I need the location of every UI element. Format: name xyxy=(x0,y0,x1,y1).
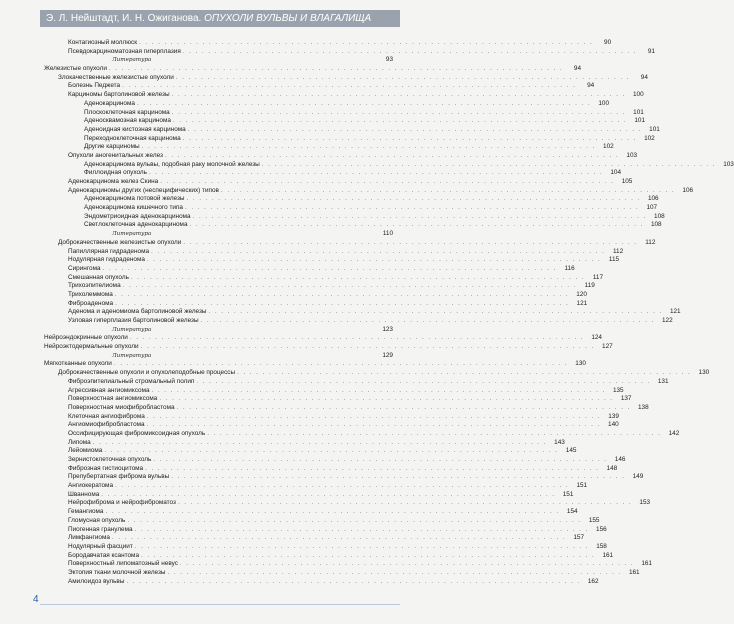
dot-leader: . . . . . . . . . . . . . . . . . . . . . . . . . . . . . . . . . . . . . . . . . . . . . . . . . . . . . . . . . . . . . . . . . . . . . . . . xyxy=(122,282,577,290)
dot-leader: . . . . . . . . . . . . . . . . . . . . . . . . . . . . . . . . . . . . . . . . . . . . . . . . . . . . . . . . . . . . . . . . . . . . . . . . xyxy=(130,273,586,281)
toc-page-number: 129 xyxy=(382,351,393,359)
toc-entry xyxy=(44,429,680,439)
toc-entry xyxy=(44,560,652,569)
dot-leader: . . . . . . . . . . . . . . . . . . . . . . . . . . . . . . . . . . . . . . . . . . . . . . . . . . . . . . . . . . . . . . . . . . . . . . . . xyxy=(164,151,620,159)
toc-page-number: 112 xyxy=(645,238,656,246)
toc-entry xyxy=(44,412,619,422)
toc-entry-title: Аденоидная кистозная карцинома xyxy=(84,125,186,133)
dot-leader: . . . . . . . . . . . . . . . . . . . . . . . . . . . . . . . . . . . . . . . . . . . . . . . . . . . . . . . . . . . . . . . . . . . . . . . . xyxy=(172,117,628,125)
dot-leader: . . . . . . . . . . . . . . . . . . . . . . . . . . . . . . . . . . . . . . . . . . . . . . . . . . . . . . . . . . . . . . . . . . . . . . . . xyxy=(220,186,676,194)
toc-page-number: 157 xyxy=(573,534,585,542)
toc-page-number: 140 xyxy=(608,421,619,429)
toc-page-number: 90 xyxy=(604,39,612,46)
dot-leader: . . . . . . . . . . . . . . . . . . . . . . . . . . . . . . . . . . . . . . . . . . . . . . . . . . . . . . . . . . . . . . . . . . . . . . . . xyxy=(192,212,647,220)
dot-leader: . . . . . . . . . . . . . . . . . . . . . . . . . . . . . . . . . . . . . . . . . . . . . . . . . . . . . . . . . . . . . . . . . . . . . . . . xyxy=(175,73,630,81)
toc-entry xyxy=(44,456,626,465)
dot-leader: . . . . . . . . . . . . . . . . . . . . . . . . . . . . . . . . . . . . . . . . . . . . . . . . . . . . . . . . . . . . . . . . . . . . . . . . xyxy=(261,160,716,168)
toc-page-number: 162 xyxy=(587,577,599,585)
toc-entry-title: Доброкачественные опухоли и опухолеподобные процессы xyxy=(58,369,236,377)
toc-entry xyxy=(44,299,588,309)
toc-entry xyxy=(44,369,710,378)
table-of-contents xyxy=(44,39,734,586)
toc-page-number: 91 xyxy=(647,47,655,55)
toc-entry xyxy=(44,508,578,517)
dot-leader: . . . . . . . . . . . . . . . . . . . . . . . . . . . . . . . . . . . . . . . . . . . . . . . . . . . . . . . . . . . . . . . . . . . . . . . . xyxy=(186,195,641,203)
toc-entry xyxy=(44,568,640,578)
literature-label: Литература xyxy=(112,231,152,238)
header-title: ОПУХОЛИ ВУЛЬВЫ И ВЛАГАЛИЩА xyxy=(204,13,372,24)
dot-leader: . . . . . . . . . . . . . . . . . . . . . . . . . . . . . . . . . . . . . . . . . . . . . . . . . . . . . . . . . . . . . . . . . . . . . . . . xyxy=(167,568,622,576)
toc-entry-title: Злокачественные железистые опухоли xyxy=(58,73,174,81)
toc-entry-title: Лейомиома xyxy=(68,447,103,455)
toc-entry xyxy=(44,134,655,144)
toc-page-number: 161 xyxy=(602,551,614,559)
toc-page-number: 158 xyxy=(596,542,607,550)
toc-entry-title: Агрессивная ангиомиксома xyxy=(68,386,150,394)
header-authors: Э. Л. Нейштадт, И. Н. Ожиганова. xyxy=(46,13,202,24)
toc-entry-title: Мягкотканные опухоли xyxy=(44,360,112,368)
toc-entry-title: Гемангиома xyxy=(68,508,104,516)
toc-entry xyxy=(44,473,644,482)
toc-entry xyxy=(44,256,620,265)
bottom-rule xyxy=(40,604,400,605)
dot-leader: . . . . . . . . . . . . . . . . . . . . . . . . . . . . . . . . . . . . . . . . . . . . . . . . . . . . . . . . . . . . . . . . . . . . . . . . xyxy=(187,125,642,133)
toc-entry-title: Трихоэпителиома xyxy=(68,282,121,290)
dot-leader: . . . . . . . . . . . . . . . . . . . . . . . . . . . . . . . . . . . . . . . . . . . . . . . . . . . . . . . . . . . . . . . . . . . . . . . . xyxy=(159,395,614,403)
toc-page-number: 161 xyxy=(628,568,640,576)
toc-page-number: 155 xyxy=(588,516,600,524)
toc-page-number: 154 xyxy=(566,508,578,516)
toc-page-number: 101 xyxy=(633,108,644,116)
toc-entry-title: Зернистоклеточная опухоль xyxy=(68,456,152,463)
toc-entry xyxy=(44,125,660,135)
toc-entry-title: Фиброаденома xyxy=(68,299,114,307)
dot-leader: . . . . . . . . . . . . . . . . . . . . . . . . . . . . . . . . . . . . . . . . . . . . . . . . . . . . . . . . . . . . . . . . . . . . . . . . xyxy=(146,421,601,429)
toc-page-number: 106 xyxy=(647,195,659,203)
toc-entry xyxy=(44,247,624,257)
dot-leader: . . . . . . . . . . . . . . . . . . . . . . . . . . . . . . . . . . . . . . . . . . . . . . . . . . . . . . . . . . . . . . . . . . . . . . . . xyxy=(101,490,556,498)
dot-leader: . . . . . . . . . . . . . . . . . . . . . . . . . . . . . . . . . . . . . . . . . . . . . . . . . . . . . . . . . . . . . . . . . . . . . . . . xyxy=(92,438,547,446)
dot-leader: . . . . . . . . . . . . . . . . . . . . . . . . . . . . . . . . . . . . . . . . . . . . . . . . . . . . . . . . . . . . . . . . . . . . . . . . xyxy=(208,308,663,316)
toc-page-number: 143 xyxy=(554,438,565,446)
dot-leader: . . . . . . . . . . . . . . . . . . . . . . . . . . . . . . . . . . . . . . . . . . . . . . . . . . . . . . . . . . . . . . . . . . . . . . . . xyxy=(134,542,589,550)
toc-literature-row xyxy=(44,56,393,65)
toc-entry xyxy=(44,360,586,369)
toc-page-number: 131 xyxy=(657,377,669,385)
dot-leader: . . . . . . . . . . . . . . . . . . . . . . . . . . . . . . . . . . . . . . . . . . . . . . . . . . . . . . . . . . . . . . . . . . . . . . . . xyxy=(104,447,559,455)
toc-entry-title: Плоскоклеточная карцинома xyxy=(84,108,170,116)
dot-leader: . . . . . . . . . . . . . . . . . . . . . . . . . . . . . . . . . . . . . . . . . . . . . . . . . . . . . . . . . . . . . . . . . . . . . . . . xyxy=(207,429,662,437)
toc-page-number: 156 xyxy=(596,525,607,533)
toc-entry-title: Железистые опухоли xyxy=(44,65,107,73)
toc-entry-title: Эндометриоидная аденокарцинома xyxy=(84,212,191,220)
toc-entry-title: Пиогенная гранулема xyxy=(68,525,133,533)
toc-entry-title: Трихолеммома xyxy=(68,290,113,298)
toc-page-number: 115 xyxy=(608,256,620,264)
toc-page-number: 135 xyxy=(612,386,624,394)
dot-leader: . . . . . . . . . . . . . . . . . . . . . . . . . . . . . . . . . . . . . . . . . . . . . . . . . . . . . . . . . . . . . . . . . . . . . . . . xyxy=(115,299,570,307)
toc-literature-row xyxy=(44,230,393,239)
toc-page-number: 94 xyxy=(573,65,582,73)
dot-leader: . . . . . . . . . . . . . . . . . . . . . . . . . . . . . . . . . . . . . . . . . . . . . . . . . . . . . . . . . . . . . . . . . . . . . . . . xyxy=(182,47,637,55)
toc-entry xyxy=(44,264,575,274)
dot-leader: . . . . . . . . . . . . . . . . . . . . . . . . . . . . . . . . . . . . . . . . . . . . . . . . . . . . . . . . . . . . . . . . . . . . . . . . xyxy=(151,247,606,255)
toc-entry-title: Шваннома xyxy=(68,490,100,498)
toc-entry xyxy=(44,221,662,230)
toc-entry xyxy=(44,516,600,526)
toc-entry xyxy=(44,108,644,118)
toc-entry xyxy=(44,525,607,535)
toc-entry xyxy=(44,317,673,326)
toc-page-number: 130 xyxy=(698,369,710,377)
dot-leader: . . . . . . . . . . . . . . . . . . . . . . . . . . . . . . . . . . . . . . . . . . . . . . . . . . . . . . . . . . . . . . . . . . . . . . . . xyxy=(114,290,569,298)
toc-page-number: 105 xyxy=(621,178,633,185)
toc-entry xyxy=(44,577,599,587)
toc-entry-title: Аденокарцинома xyxy=(84,99,135,107)
toc-entry-title: Гломусная опухоль xyxy=(68,516,126,524)
dot-leader: . . . . . . . . . . . . . . . . . . . . . . . . . . . . . . . . . . . . . . . . . . . . . . . . . . . . . . . . . . . . . . . . . . . . . . . . xyxy=(141,551,596,559)
toc-entry-title: Аденокарциномы других (неспецифических) типов xyxy=(68,186,219,194)
toc-entry xyxy=(44,334,602,343)
toc-entry-title: Папиллярная гидраденома xyxy=(68,247,150,255)
dot-leader: . . . . . . . . . . . . . . . . . . . . . . . . . . . . . . . . . . . . . . . . . . . . . . . . . . . . . . . . . . . . . . . . . . . . . . . . xyxy=(183,238,638,246)
toc-entry-title: Амилоидоз вульвы xyxy=(68,577,125,585)
toc-entry-title: Контагиозный моллюск xyxy=(68,39,138,46)
toc-entry-title: Переходноклеточная карцинома xyxy=(84,134,181,142)
toc-page-number: 161 xyxy=(641,560,652,568)
toc-page-number: 146 xyxy=(614,456,626,463)
toc-entry xyxy=(44,421,619,430)
toc-entry xyxy=(44,169,622,178)
toc-entry xyxy=(44,308,681,317)
toc-page-number: 100 xyxy=(598,99,610,107)
literature-label: Литература xyxy=(112,57,152,64)
toc-page-number: 120 xyxy=(576,290,587,298)
toc-entry-title: Нейрофиброма и нейрофиброматоз xyxy=(68,499,176,507)
toc-entry xyxy=(44,438,565,448)
toc-page-number: 100 xyxy=(632,91,644,99)
dot-leader: . . . . . . . . . . . . . . . . . . . . . . . . . . . . . . . . . . . . . . . . . . . . . . . . . . . . . . . . . . . . . . . . . . . . . . . . xyxy=(146,256,602,264)
toc-entry xyxy=(44,542,607,552)
toc-entry-title: Аденокарцинома кишечного типа xyxy=(84,204,183,212)
literature-label: Литература xyxy=(112,326,152,333)
toc-entry-title: Аденома и аденомиома бартолиновой железы xyxy=(68,308,207,316)
toc-entry-title: Сирингома xyxy=(68,264,101,272)
toc-page-number: 138 xyxy=(638,403,649,411)
dot-leader: . . . . . . . . . . . . . . . . . . . . . . . . . . . . . . . . . . . . . . . . . . . . . . . . . . . . . . . . . . . . . . . . . . . . . . . . xyxy=(177,499,633,507)
toc-entry xyxy=(44,377,669,387)
dot-leader: . . . . . . . . . . . . . . . . . . . . . . . . . . . . . . . . . . . . . . . . . . . . . . . . . . . . . . . . . . . . . . . . . . . . . . . . xyxy=(176,403,631,411)
toc-page-number: 124 xyxy=(591,334,602,342)
toc-entry xyxy=(44,117,646,126)
toc-page-number: 148 xyxy=(606,464,618,472)
page-number: 4 xyxy=(33,594,39,605)
dot-leader: . . . . . . . . . . . . . . . . . . . . . . . . . . . . . . . . . . . . . . . . . . . . . . . . . . . . . . . . . . . . . . . . . . . . . . . . xyxy=(122,82,577,90)
dot-leader: . . . . . . . . . . . . . . . . . . . . . . . . . . . . . . . . . . . . . . . . . . . . . . . . . . . . . . . . . . . . . . . . . . . . . . . . xyxy=(200,317,655,324)
toc-entry xyxy=(44,143,614,152)
toc-entry-title: Нейроэндокринные опухоли xyxy=(44,334,128,342)
toc-page-number: 121 xyxy=(576,299,588,307)
dot-leader: . . . . . . . . . . . . . . . . . . . . . . . . . . . . . . . . . . . . . . . . . . . . . . . . . . . . . . . . . . . . . . . . . . . . . . . . xyxy=(185,204,640,212)
dot-leader: . . . . . . . . . . . . . . . . . . . . . . . . . . . . . . . . . . . . . . . . . . . . . . . . . . . . . . . . . . . . . . . . . . . . . . . . xyxy=(145,464,600,472)
toc-entry xyxy=(44,47,655,57)
toc-entry xyxy=(44,534,585,543)
toc-entry-title: Бородавчатая ксантома xyxy=(68,551,139,559)
toc-entry xyxy=(44,290,587,300)
toc-page-number: 116 xyxy=(564,264,575,272)
dot-leader: . . . . . . . . . . . . . . . . . . . . . . . . . . . . . . . . . . . . . . . . . . . . . . . . . . . . . . . . . . . . . . . . . . . . . . . . xyxy=(115,482,570,490)
toc-page-number: 102 xyxy=(644,134,655,142)
toc-page-number: 137 xyxy=(620,395,632,403)
toc-entry xyxy=(44,65,582,74)
toc-page-number: 112 xyxy=(612,247,624,255)
dot-leader: . . . . . . . . . . . . . . . . . . . . . . . . . . . . . . . . . . . . . . . . . . . . . . . . . . . . . . . . . . . . . . . . . . . . . . . . xyxy=(196,377,651,385)
dot-leader: . . . . . . . . . . . . . . . . . . . . . . . . . . . . . . . . . . . . . . . . . . . . . . . . . . . . . . . . . . . . . . . . . . . . . . . . xyxy=(102,264,557,272)
toc-entry-title: Оссифицирующая фибромиксоидная опухоль xyxy=(68,429,206,437)
toc-entry-title: Эктопия ткани молочной железы xyxy=(68,568,166,576)
dot-leader: . . . . . . . . . . . . . . . . . . . . . . . . . . . . . . . . . . . . . . . . . . . . . . . . . . . . . . . . . . . . . . . . . . . . . . . . xyxy=(139,39,594,46)
dot-leader: . . . . . . . . . . . . . . . . . . . . . . . . . . . . . . . . . . . . . . . . . . . . . . . . . . . . . . . . . . . . . . . . . . . . . . . . xyxy=(140,343,595,351)
toc-entry-title: Поверхностная миофибробластома xyxy=(68,403,175,411)
toc-entry-title: Узловая гиперплазия бартолиновой железы xyxy=(68,317,199,324)
dot-leader: . . . . . . . . . . . . . . . . . . . . . . . . . . . . . . . . . . . . . . . . . . . . . . . . . . . . . . . . . . . . . . . . . . . . . . . . xyxy=(113,360,568,368)
toc-page-number: 110 xyxy=(382,230,393,238)
toc-entry xyxy=(44,403,649,413)
toc-entry xyxy=(44,99,610,109)
toc-entry-title: Светлоклеточная аденокарцинома xyxy=(84,221,188,229)
toc-entry-title: Нейроэктодермальные опухоли xyxy=(44,343,139,351)
toc-page-number: 142 xyxy=(668,429,680,437)
toc-page-number: 122 xyxy=(661,317,673,324)
toc-page-number: 108 xyxy=(650,221,662,229)
dot-leader: . . . . . . . . . . . . . . . . . . . . . . . . . . . . . . . . . . . . . . . . . . . . . . . . . . . . . . . . . . . . . . . . . . . . . . . . xyxy=(141,143,596,151)
toc-entry-title: Липома xyxy=(68,438,91,446)
toc-page-number: 127 xyxy=(602,343,613,351)
toc-page-number: 93 xyxy=(385,56,393,64)
dot-leader: . . . . . . . . . . . . . . . . . . . . . . . . . . . . . . . . . . . . . . . . . . . . . . . . . . . . . . . . . . . . . . . . . . . . . . . . xyxy=(111,534,567,542)
toc-entry-title: Ангиомиофибробластома xyxy=(68,421,145,429)
dot-leader: . . . . . . . . . . . . . . . . . . . . . . . . . . . . . . . . . . . . . . . . . . . . . . . . . . . . . . . . . . . . . . . . . . . . . . . . xyxy=(129,334,584,342)
toc-entry xyxy=(44,39,612,48)
toc-entry-title: Фиброэпителиальный стромальный полип xyxy=(68,377,195,385)
toc-entry-title: Аденокарцинома потовой железы xyxy=(84,195,185,203)
dot-leader: . . . . . . . . . . . . . . . . . . . . . . . . . . . . . . . . . . . . . . . . . . . . . . . . . . . . . . . . . . . . . . . . . . . . . . . . xyxy=(126,577,581,585)
dot-leader: . . . . . . . . . . . . . . . . . . . . . . . . . . . . . . . . . . . . . . . . . . . . . . . . . . . . . . . . . . . . . . . . . . . . . . . . xyxy=(160,178,615,185)
toc-entry xyxy=(44,204,658,213)
toc-page-number: 101 xyxy=(634,117,646,125)
dot-leader: . . . . . . . . . . . . . . . . . . . . . . . . . . . . . . . . . . . . . . . . . . . . . . . . . . . . . . . . . . . . . . . . . . . . . . . . xyxy=(189,221,644,229)
dot-leader: . . . . . . . . . . . . . . . . . . . . . . . . . . . . . . . . . . . . . . . . . . . . . . . . . . . . . . . . . . . . . . . . . . . . . . . . xyxy=(148,169,604,177)
toc-entry-title: Доброкачественные железистые опухоли xyxy=(58,238,182,246)
dot-leader: . . . . . . . . . . . . . . . . . . . . . . . . . . . . . . . . . . . . . . . . . . . . . . . . . . . . . . . . . . . . . . . . . . . . . . . . xyxy=(134,525,589,533)
dot-leader: . . . . . . . . . . . . . . . . . . . . . . . . . . . . . . . . . . . . . . . . . . . . . . . . . . . . . . . . . . . . . . . . . . . . . . . . xyxy=(151,386,606,394)
toc-page-number: 104 xyxy=(610,169,622,177)
toc-entry xyxy=(44,178,633,187)
toc-entry xyxy=(44,238,656,248)
toc-entry-title: Псевдокарциноматозная гиперплазия xyxy=(68,47,181,55)
toc-entry-title: Филлоидная опухоль xyxy=(84,169,147,177)
toc-entry-title: Препубертатная фиброма вульвы xyxy=(68,473,170,481)
running-header xyxy=(40,10,400,27)
toc-entry xyxy=(44,73,648,83)
toc-literature-row xyxy=(44,352,393,361)
dot-leader: . . . . . . . . . . . . . . . . . . . . . . . . . . . . . . . . . . . . . . . . . . . . . . . . . . . . . . . . . . . . . . . . . . . . . . . . xyxy=(136,99,592,107)
dot-leader: . . . . . . . . . . . . . . . . . . . . . . . . . . . . . . . . . . . . . . . . . . . . . . . . . . . . . . . . . . . . . . . . . . . . . . . . xyxy=(127,516,582,524)
toc-page-number: 103 xyxy=(723,160,734,168)
toc-entry-title: Аденокарцинома желез Скина xyxy=(68,178,159,185)
toc-entry-title: Ангиокератома xyxy=(68,482,113,490)
literature-label: Литература xyxy=(112,352,152,359)
toc-entry xyxy=(44,151,638,161)
toc-entry-title: Фиброзная гистиоцитома xyxy=(68,464,144,472)
toc-entry xyxy=(44,91,644,100)
toc-entry-title: Опухоли аногенитальных желез xyxy=(68,151,163,159)
toc-entry-title: Смешанная опухоль xyxy=(68,273,129,281)
dot-leader: . . . . . . . . . . . . . . . . . . . . . . . . . . . . . . . . . . . . . . . . . . . . . . . . . . . . . . . . . . . . . . . . . . . . . . . . xyxy=(237,369,692,377)
toc-page-number: 151 xyxy=(562,490,574,498)
toc-entry-title: Другие карциномы xyxy=(84,143,140,151)
toc-page-number: 145 xyxy=(565,447,577,455)
dot-leader: . . . . . . . . . . . . . . . . . . . . . . . . . . . . . . . . . . . . . . . . . . . . . . . . . . . . . . . . . . . . . . . . . . . . . . . . xyxy=(171,91,626,99)
toc-entry xyxy=(44,482,588,491)
toc-entry-title: Нодулярная гидраденома xyxy=(68,256,145,264)
toc-page-number: 130 xyxy=(575,360,586,368)
toc-page-number: 108 xyxy=(654,212,665,220)
dot-leader: . . . . . . . . . . . . . . . . . . . . . . . . . . . . . . . . . . . . . . . . . . . . . . . . . . . . . . . . . . . . . . . . . . . . . . . . xyxy=(171,108,626,116)
toc-entry xyxy=(44,160,734,170)
dot-leader: . . . . . . . . . . . . . . . . . . . . . . . . . . . . . . . . . . . . . . . . . . . . . . . . . . . . . . . . . . . . . . . . . . . . . . . . xyxy=(153,456,608,463)
dot-leader: . . . . . . . . . . . . . . . . . . . . . . . . . . . . . . . . . . . . . . . . . . . . . . . . . . . . . . . . . . . . . . . . . . . . . . . . xyxy=(146,412,601,420)
toc-entry xyxy=(44,82,595,91)
toc-entry xyxy=(44,447,577,456)
toc-page-number: 123 xyxy=(382,325,393,333)
toc-entry-title: Карциномы бартолиновой железы xyxy=(68,91,170,99)
dot-leader: . . . . . . . . . . . . . . . . . . . . . . . . . . . . . . . . . . . . . . . . . . . . . . . . . . . . . . . . . . . . . . . . . . . . . . . . xyxy=(171,473,626,481)
toc-page-number: 102 xyxy=(603,143,614,151)
dot-leader: . . . . . . . . . . . . . . . . . . . . . . . . . . . . . . . . . . . . . . . . . . . . . . . . . . . . . . . . . . . . . . . . . . . . . . . . xyxy=(179,560,634,568)
toc-entry-title: Аденосквамозная карцинома xyxy=(84,117,171,125)
toc-entry xyxy=(44,499,651,508)
toc-entry-title: Поверхностный липоматозный невус xyxy=(68,560,178,568)
toc-entry-title: Нодулярный фасциит xyxy=(68,542,133,550)
toc-entry-title: Поверхностная ангиомиксома xyxy=(68,395,158,403)
dot-leader: . . . . . . . . . . . . . . . . . . . . . . . . . . . . . . . . . . . . . . . . . . . . . . . . . . . . . . . . . . . . . . . . . . . . . . . . xyxy=(182,134,637,142)
toc-entry xyxy=(44,212,665,222)
toc-entry-title: Болезнь Педжета xyxy=(68,82,121,90)
toc-entry xyxy=(44,273,604,283)
toc-page-number: 103 xyxy=(626,151,638,159)
toc-entry xyxy=(44,343,613,352)
toc-page-number: 94 xyxy=(640,73,648,81)
dot-leader: . . . . . . . . . . . . . . . . . . . . . . . . . . . . . . . . . . . . . . . . . . . . . . . . . . . . . . . . . . . . . . . . . . . . . . . . xyxy=(105,508,560,516)
toc-page-number: 117 xyxy=(592,273,604,281)
toc-entry xyxy=(44,195,659,204)
toc-page-number: 107 xyxy=(646,204,658,212)
toc-page-number: 151 xyxy=(576,482,588,490)
toc-entry xyxy=(44,282,595,291)
toc-entry-title: Клеточная ангиофиброма xyxy=(68,412,145,420)
toc-entry-title: Лимфангиома xyxy=(68,534,110,542)
toc-page-number: 149 xyxy=(632,473,644,481)
toc-page-number: 94 xyxy=(587,82,595,90)
toc-entry xyxy=(44,386,624,396)
dot-leader: . . . . . . . . . . . . . . . . . . . . . . . . . . . . . . . . . . . . . . . . . . . . . . . . . . . . . . . . . . . . . . . . . . . . . . . . xyxy=(108,65,564,73)
toc-entry xyxy=(44,395,632,404)
toc-entry xyxy=(44,551,614,561)
toc-page-number: 153 xyxy=(639,499,651,507)
toc-page-number: 139 xyxy=(608,412,619,420)
toc-page-number: 106 xyxy=(682,186,694,194)
toc-entry-title: Аденокарцинома вульвы, подобная раку молочной железы xyxy=(84,160,260,168)
toc-page-number: 121 xyxy=(669,308,681,316)
toc-page-number: 101 xyxy=(649,125,660,133)
toc-page-number: 119 xyxy=(584,282,595,290)
